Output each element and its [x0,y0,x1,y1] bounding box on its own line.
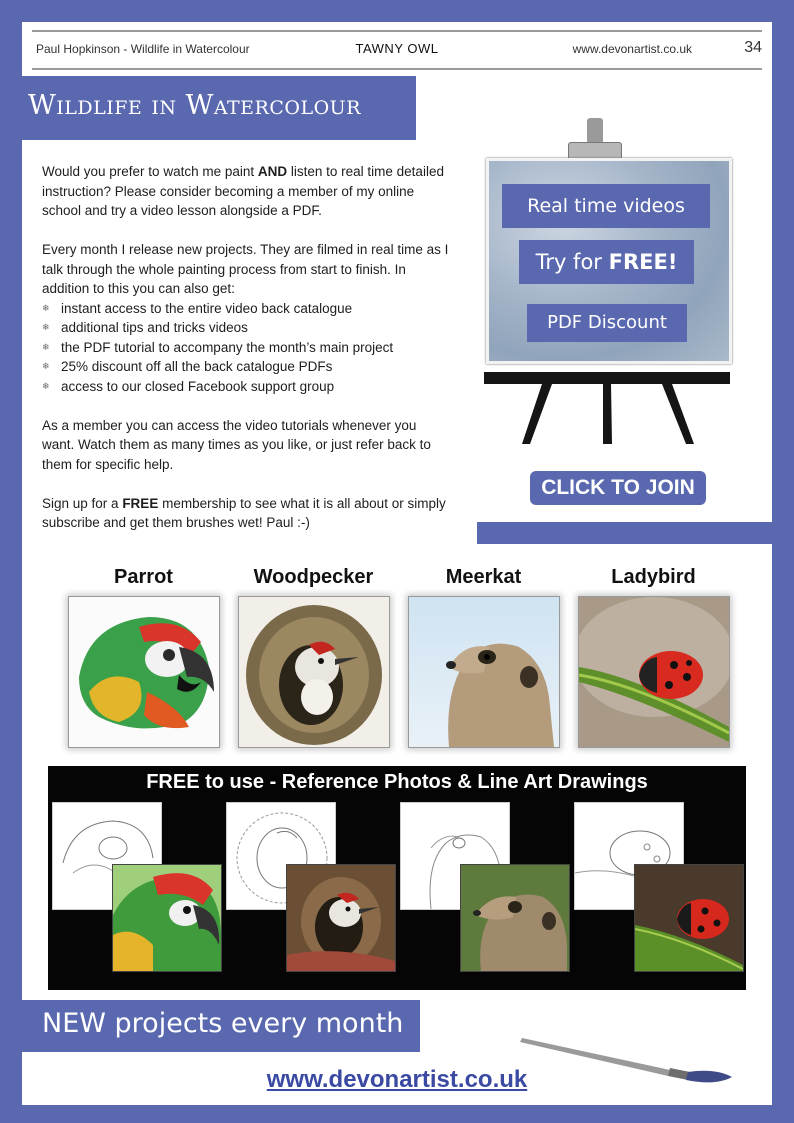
page-header [32,30,762,70]
project-name: Meerkat [445,566,522,588]
free-set-meerkat[interactable] [400,802,575,982]
new-projects-banner [22,1000,420,1052]
new-projects-text: NEW projects every month [42,1008,404,1039]
easel-clip-icon [587,118,603,144]
project-card-ladybird[interactable] [576,562,731,748]
page-content [22,22,772,1105]
intro-paragraph-4: Sign up for a FREE membership to see what it is all about or simply subscribe and get them brushes wet! Paul :-) [42,495,446,530]
bullet-icon: ❄ [42,341,50,352]
project-name: Parrot [114,566,173,588]
click-to-join-button[interactable]: CLICK TO JOIN [530,471,706,505]
project-card-woodpecker[interactable] [236,562,391,748]
bullet-icon: ❄ [42,322,50,332]
free-set-woodpecker[interactable] [226,802,401,982]
meerkat-photo [460,864,570,972]
bullet-icon: ❄ [42,380,50,391]
page-number: 34 [744,39,762,56]
list-item: ❄ 25% discount off all the back catalogue PDFs [42,357,452,377]
intro-paragraph-3: As a member you can access the video tutorials whenever you want. Watch them as many times as you like, or just refer back to them for specific help. [42,417,431,472]
page-title: Wildlife in Watercolour [28,90,361,121]
footer-website-link[interactable]: www.devonartist.co.uk [266,1066,528,1093]
free-resources-title: FREE to use - Reference Photos & Line Art Drawings [146,771,648,793]
list-item: ❄ the PDF tutorial to accompany the month’s main project [42,338,452,358]
header-author: Paul Hopkinson - Wildlife in Watercolour [36,42,250,56]
list-item: ❄ additional tips and tricks videos [42,318,452,338]
try-free-button[interactable]: Try for FREE! [519,240,694,284]
easel-graphic [472,118,742,458]
bullet-icon: ❄ [42,361,50,371]
divider-strip [477,522,772,544]
header-website[interactable]: www.devonartist.co.uk [572,42,692,56]
project-name: Woodpecker [253,566,374,588]
meerkat-painting [408,596,560,748]
project-gallery [22,562,772,752]
easel-legs-icon [472,358,742,458]
parrot-photo [112,864,222,972]
pdf-discount-button[interactable]: PDF Discount [527,304,687,342]
free-set-ladybird[interactable] [574,802,749,982]
intro-paragraph-1: Would you prefer to watch me paint AND listen to real time detailed instruction? Please consider becoming a member of my online school and try a video lesson alongside a PDF. [42,164,444,218]
woodpecker-photo [286,864,396,972]
ladybird-painting [578,596,730,748]
free-set-parrot[interactable] [52,802,227,982]
title-banner [22,76,416,140]
ladybird-photo [634,864,744,972]
project-name: Ladybird [611,566,696,588]
woodpecker-painting [238,596,390,748]
intro-text [42,162,452,552]
easel-canvas [486,158,732,364]
parrot-painting [68,596,220,748]
benefits-list [42,299,452,397]
project-card-meerkat[interactable] [406,562,561,748]
intro-paragraph-2: Every month I release new projects. They are filmed in real time as I talk through the whole painting process from start to finish. In addition to this you can also get: [42,242,449,296]
bullet-icon: ❄ [42,302,50,313]
header-topic: TAWNY OWL [355,41,439,56]
real-time-videos-button[interactable]: Real time videos [502,184,710,228]
free-resources-panel[interactable] [48,766,746,990]
list-item: ❄ access to our closed Facebook support group [42,377,452,397]
list-item: ❄ instant access to the entire video back catalogue [42,299,452,319]
project-card-parrot[interactable] [66,562,221,748]
